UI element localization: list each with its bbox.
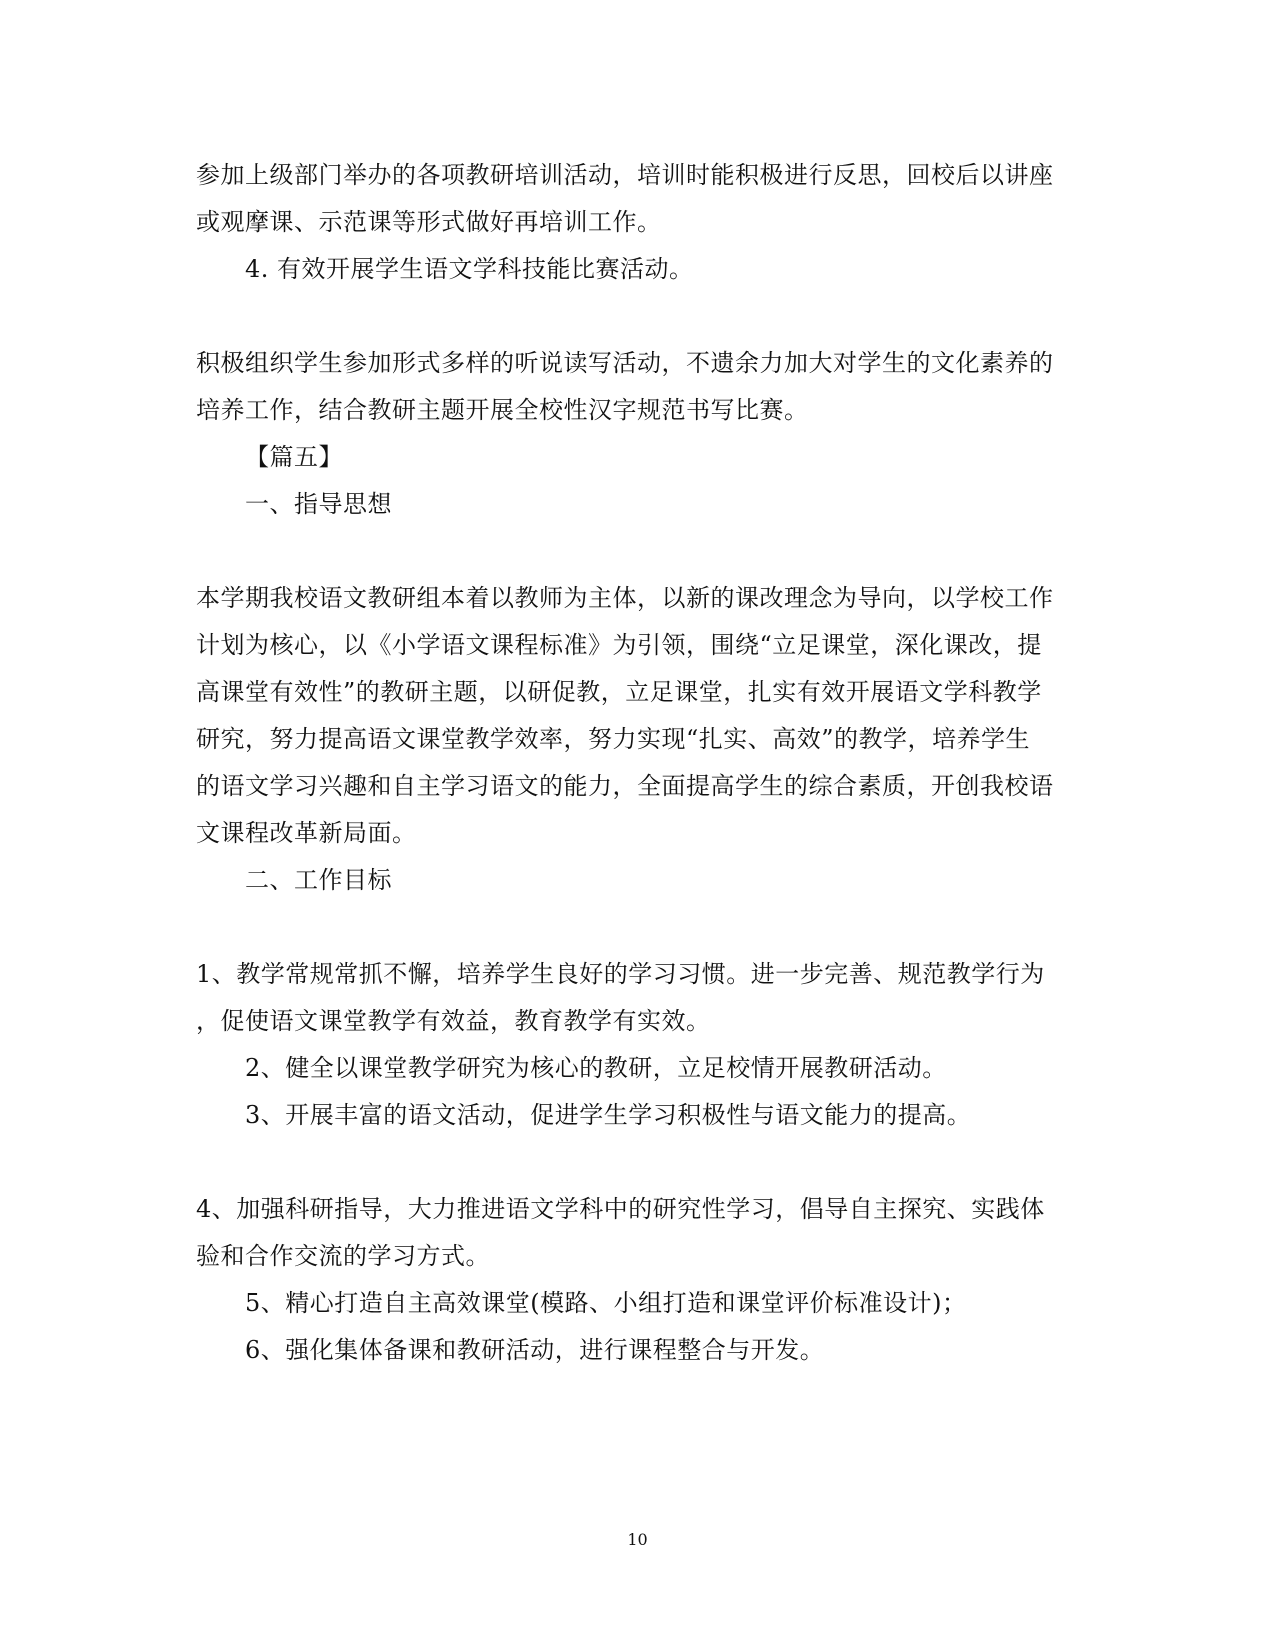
text-line: 积极组织学生参加形式多样的听说读写活动，不遗余力加大对学生的文化素养的 xyxy=(196,349,1054,377)
text-line: 1、教学常规常抓不懈，培养学生良好的学习习惯。进一步完善、规范教学行为 xyxy=(196,960,1045,988)
text-line: 5、精心打造自主高效课堂(模路、小组打造和课堂评价标准设计)； xyxy=(245,1289,967,1317)
page-number: 10 xyxy=(627,1530,648,1549)
text-line: ，促使语文课堂教学有效益，教育教学有实效。 xyxy=(196,1007,711,1035)
text-line: 参加上级部门举办的各项教研培训活动，培训时能积极进行反思，回校后以讲座 xyxy=(196,161,1054,189)
text-line: 4. 有效开展学生语文学科技能比赛活动。 xyxy=(245,255,694,283)
text-line: 研究，努力提高语文课堂教学效率，努力实现“扎实、高效”的教学，培养学生 xyxy=(196,725,1031,753)
text-line: 或观摩课、示范课等形式做好再培训工作。 xyxy=(196,208,662,236)
section-heading: 一、指导思想 xyxy=(245,490,392,518)
text-line: 验和合作交流的学习方式。 xyxy=(196,1242,490,1270)
section-title: 【篇五】 xyxy=(245,443,343,471)
text-line: 文课程改革新局面。 xyxy=(196,819,417,847)
text-line: 的语文学习兴趣和自主学习语文的能力，全面提高学生的综合素质，开创我校语 xyxy=(196,772,1054,800)
section-heading: 二、工作目标 xyxy=(245,866,392,894)
text-line: 培养工作，结合教研主题开展全校性汉字规范书写比赛。 xyxy=(196,396,809,424)
text-line: 6、强化集体备课和教研活动，进行课程整合与开发。 xyxy=(245,1336,825,1364)
text-line: 本学期我校语文教研组本着以教师为主体，以新的课改理念为导向，以学校工作 xyxy=(196,584,1054,612)
text-line: 计划为核心，以《小学语文课程标准》为引领，围绕“立足课堂，深化课改，提 xyxy=(196,631,1042,659)
text-line: 2、健全以课堂教学研究为核心的教研，立足校情开展教研活动。 xyxy=(245,1054,947,1082)
text-line: 4、加强科研指导，大力推进语文学科中的研究性学习，倡导自主探究、实践体 xyxy=(196,1195,1045,1223)
text-line: 3、开展丰富的语文活动，促进学生学习积极性与语文能力的提高。 xyxy=(245,1101,972,1129)
text-line: 高课堂有效性”的教研主题，以研促教，立足课堂，扎实有效开展语文学科教学 xyxy=(196,678,1042,706)
